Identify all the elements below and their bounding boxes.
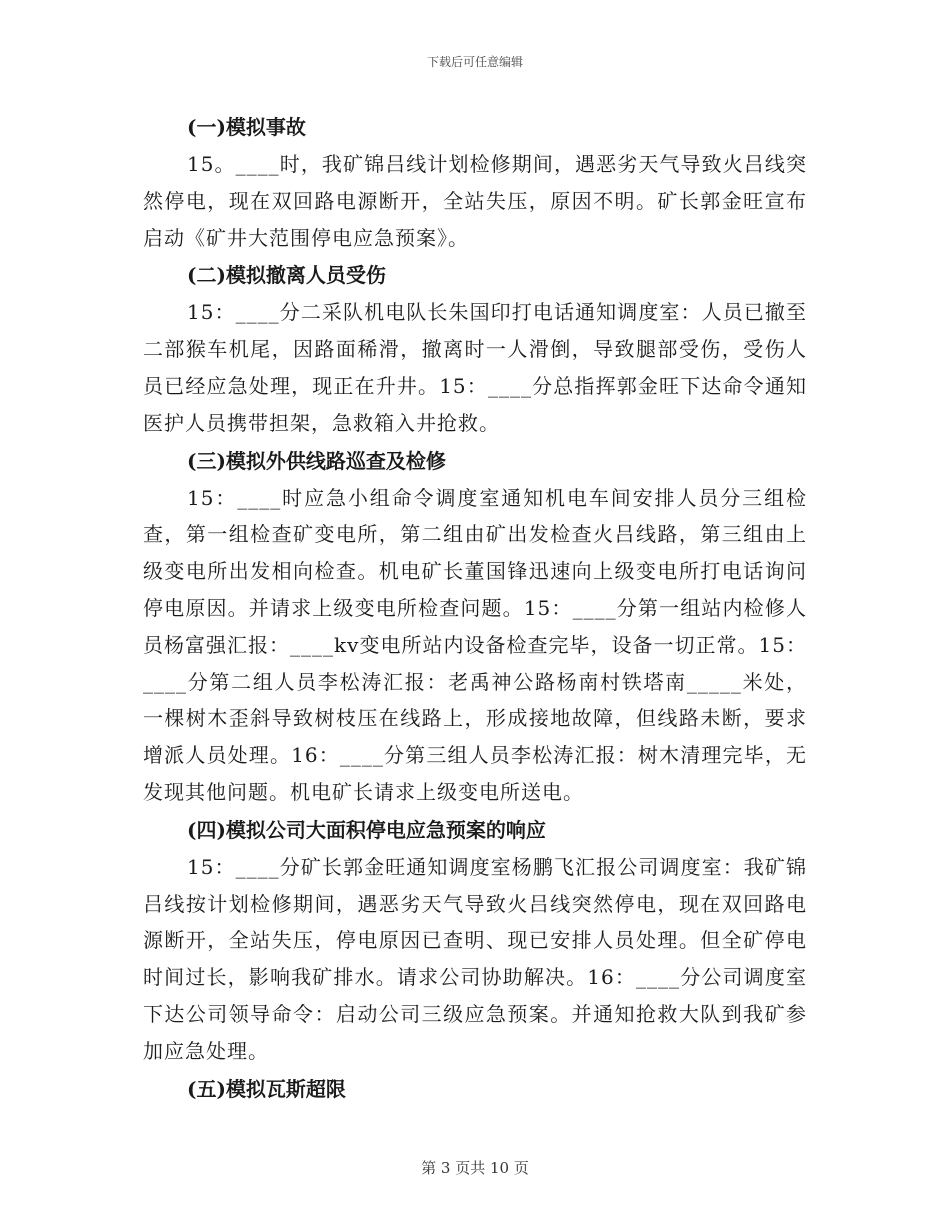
page-header: 下载后可任意编辑 bbox=[426, 55, 523, 69]
section-heading: (五)模拟瓦斯超限 bbox=[187, 1076, 346, 1101]
document-body bbox=[143, 108, 807, 1108]
section-paragraph: 15：____分二采队机电队长朱国印打电话通知调度室：人员已撤至二部猴车机尾，因路面稀滑，撤离时一人滑倒，导致腿部受伤，受伤人员已经应急处理，现正在升井。15：____分总指挥郭金旺下达命令通知医护人员携带担架，急救箱入井抢救。 bbox=[143, 300, 807, 435]
section-3 bbox=[143, 442, 807, 811]
section-heading: (一)模拟事故 bbox=[187, 115, 306, 139]
section-4 bbox=[143, 811, 807, 1070]
section-paragraph: 15：____时应急小组命令调度室通知机电车间安排人员分三组检查，第一组检查矿变电所，第二组由矿出发检查火吕线路，第三组由上级变电所出发相向检查。机电矿长董国锋迅速向上级变电所打电话询问停电原因。并请求上级变电所检查问题。15：____分第一组站内检修人员杨富强汇报：____kv变电所站内设备检查完毕，设备一切正常。15：____分第二组人员李松涛汇报：老禹神公路杨南村铁塔南_____米处，一棵树木歪斜导致树枝压在线路上，形成接地故障，但线路未断，要求增派人员处理。16：____分第三组人员李松涛汇报：树木清理完毕，无发现其他问题。机电矿长请求上级变电所送电。 bbox=[143, 485, 807, 804]
section-heading: (三)模拟外供线路巡查及检修 bbox=[187, 448, 446, 473]
section-1 bbox=[143, 108, 807, 256]
section-5 bbox=[143, 1070, 807, 1108]
section-paragraph: 15：____分矿长郭金旺通知调度室杨鹏飞汇报公司调度室：我矿锦吕线按计划检修期间，遇恶劣天气导致火吕线突然停电，现在双回路电源断开，全站失压，停电原因已查明、现已安排人员处理。但全矿停电时间过长，影响我矿排水。请求公司协助解决。16：____分公司调度室下达公司领导命令：启动公司三级应急预案。并通知抢救大队到我矿参加应急处理。 bbox=[143, 854, 807, 1063]
section-2 bbox=[143, 256, 807, 441]
section-paragraph: 15。____时，我矿锦吕线计划检修期间，遇恶劣天气导致火吕线突然停电，现在双回路电源断开，全站失压，原因不明。矿长郭金旺宣布启动《矿井大范围停电应急预案》。 bbox=[143, 152, 807, 250]
page-footer: 第 3 页共 10 页 bbox=[421, 1159, 529, 1177]
section-heading: (二)模拟撤离人员受伤 bbox=[187, 263, 386, 288]
section-heading: (四)模拟公司大面积停电应急预案的响应 bbox=[187, 817, 546, 842]
